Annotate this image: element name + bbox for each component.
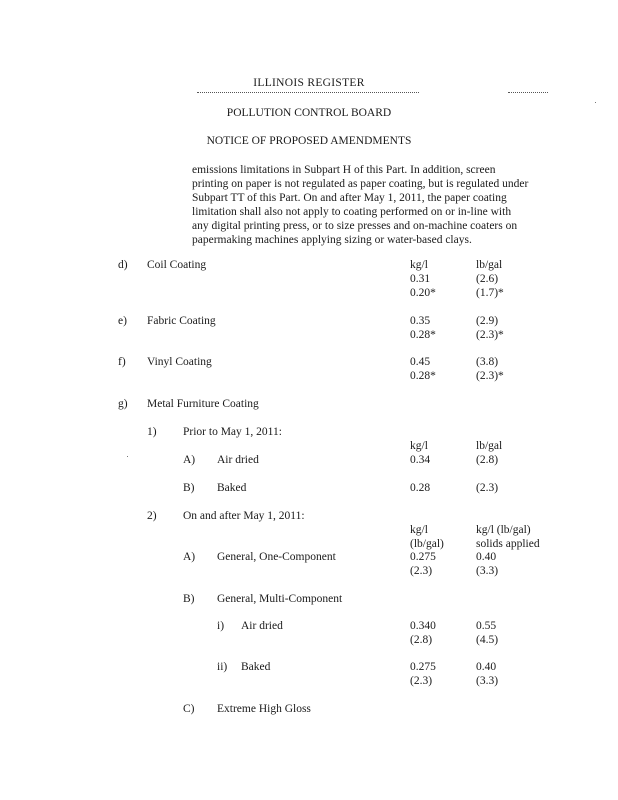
col-header-solids-applied: solids applied <box>476 538 540 550</box>
value-cell: (2.3)* <box>476 329 504 341</box>
item-g-title: Metal Furniture Coating <box>147 398 259 410</box>
intro-paragraph <box>192 163 552 247</box>
register-title: ILLINOIS REGISTER <box>253 77 365 89</box>
value-cell: 0.275 <box>410 661 436 673</box>
scan-speck <box>127 456 128 457</box>
intro-line: papermaking machines applying sizing or water-based clays. <box>192 234 472 246</box>
subitem-2-label: 2) <box>147 510 157 522</box>
value-cell: (2.6) <box>476 273 499 285</box>
col-header-solids: kg/l (lb/gal) <box>476 524 531 536</box>
col-header-lb: lb/gal <box>476 440 503 452</box>
col-header-lb: (lb/gal) <box>410 538 444 550</box>
subitem-2b-label: B) <box>183 593 195 605</box>
intro-line: limitation shall also not apply to coating performed on or in-line with <box>192 206 512 218</box>
value-cell: 0.40 <box>476 551 497 563</box>
subitem-2c-title: Extreme High Gloss <box>217 703 311 715</box>
value-cell: 0.45 <box>410 356 431 368</box>
subitem-2-title: On and after May 1, 2011: <box>183 510 305 522</box>
value-cell: (2.9) <box>476 315 499 327</box>
value-cell: 0.28 <box>410 482 431 494</box>
subitem-2a-title: General, One-Component <box>217 551 336 563</box>
item-f-label: f) <box>118 356 126 368</box>
subitem-2a-label: A) <box>183 551 196 563</box>
intro-line: printing on paper is not regulated as paper coating, but is regulated under <box>192 178 529 190</box>
value-cell: (2.8) <box>476 454 499 466</box>
intro-line: Subpart TT of this Part. On and after May 1, 2011, the paper coating <box>192 192 507 204</box>
subitem-1a-label: A) <box>183 454 196 466</box>
value-cell: (2.3) <box>410 675 433 687</box>
item-e-label: e) <box>118 315 127 327</box>
subitem-1b-title: Baked <box>217 482 247 494</box>
value-cell: (4.5) <box>476 634 499 646</box>
item-d-title: Coil Coating <box>147 259 207 271</box>
intro-line: any digital printing press, or to size presses and on-machine coaters on <box>192 220 518 232</box>
intro-line: emissions limitations in Subpart H of this Part. In addition, screen <box>192 164 496 176</box>
header-rule-left <box>197 92 419 93</box>
subitem-2bii-label: ii) <box>217 661 228 673</box>
col-header-kg: kg/l <box>410 259 428 271</box>
subitem-1-label: 1) <box>147 426 157 438</box>
value-cell: 0.31 <box>410 273 431 285</box>
value-cell: 0.35 <box>410 315 431 327</box>
subitem-2bii-title: Baked <box>241 661 271 673</box>
subitem-2b-title: General, Multi-Component <box>217 593 343 605</box>
col-header-kg: kg/l <box>410 524 428 536</box>
subitem-2bi-title: Air dried <box>241 620 283 632</box>
subitem-1b-label: B) <box>183 482 195 494</box>
value-cell: 0.28* <box>410 329 436 341</box>
value-cell: (1.7)* <box>476 287 504 299</box>
value-cell: 0.275 <box>410 551 436 563</box>
item-e-title: Fabric Coating <box>147 315 216 327</box>
subitem-2bi-label: i) <box>217 620 225 632</box>
value-cell: (2.3) <box>476 482 499 494</box>
header-rule-right <box>508 92 548 93</box>
subitem-1-title: Prior to May 1, 2011: <box>183 426 282 438</box>
value-cell: 0.340 <box>410 620 436 632</box>
value-cell: (2.3) <box>410 565 433 577</box>
value-cell: (3.3) <box>476 675 499 687</box>
value-cell: (2.3)* <box>476 370 504 382</box>
subitem-2c-label: C) <box>183 703 195 715</box>
notice-title: NOTICE OF PROPOSED AMENDMENTS <box>206 135 412 147</box>
col-header-kg: kg/l <box>410 440 428 452</box>
value-cell: 0.40 <box>476 661 497 673</box>
value-cell: 0.28* <box>410 370 436 382</box>
col-header-lb: lb/gal <box>476 259 503 271</box>
item-g-label: g) <box>118 398 128 410</box>
value-cell: 0.20* <box>410 287 436 299</box>
value-cell: 0.34 <box>410 454 431 466</box>
item-f-title: Vinyl Coating <box>147 356 212 368</box>
value-cell: (3.3) <box>476 565 499 577</box>
item-d-label: d) <box>118 259 128 271</box>
board-title: POLLUTION CONTROL BOARD <box>226 107 392 119</box>
scan-speck <box>595 102 596 103</box>
value-cell: 0.55 <box>476 620 497 632</box>
subitem-1a-title: Air dried <box>217 454 259 466</box>
value-cell: (3.8) <box>476 356 499 368</box>
value-cell: (2.8) <box>410 634 433 646</box>
